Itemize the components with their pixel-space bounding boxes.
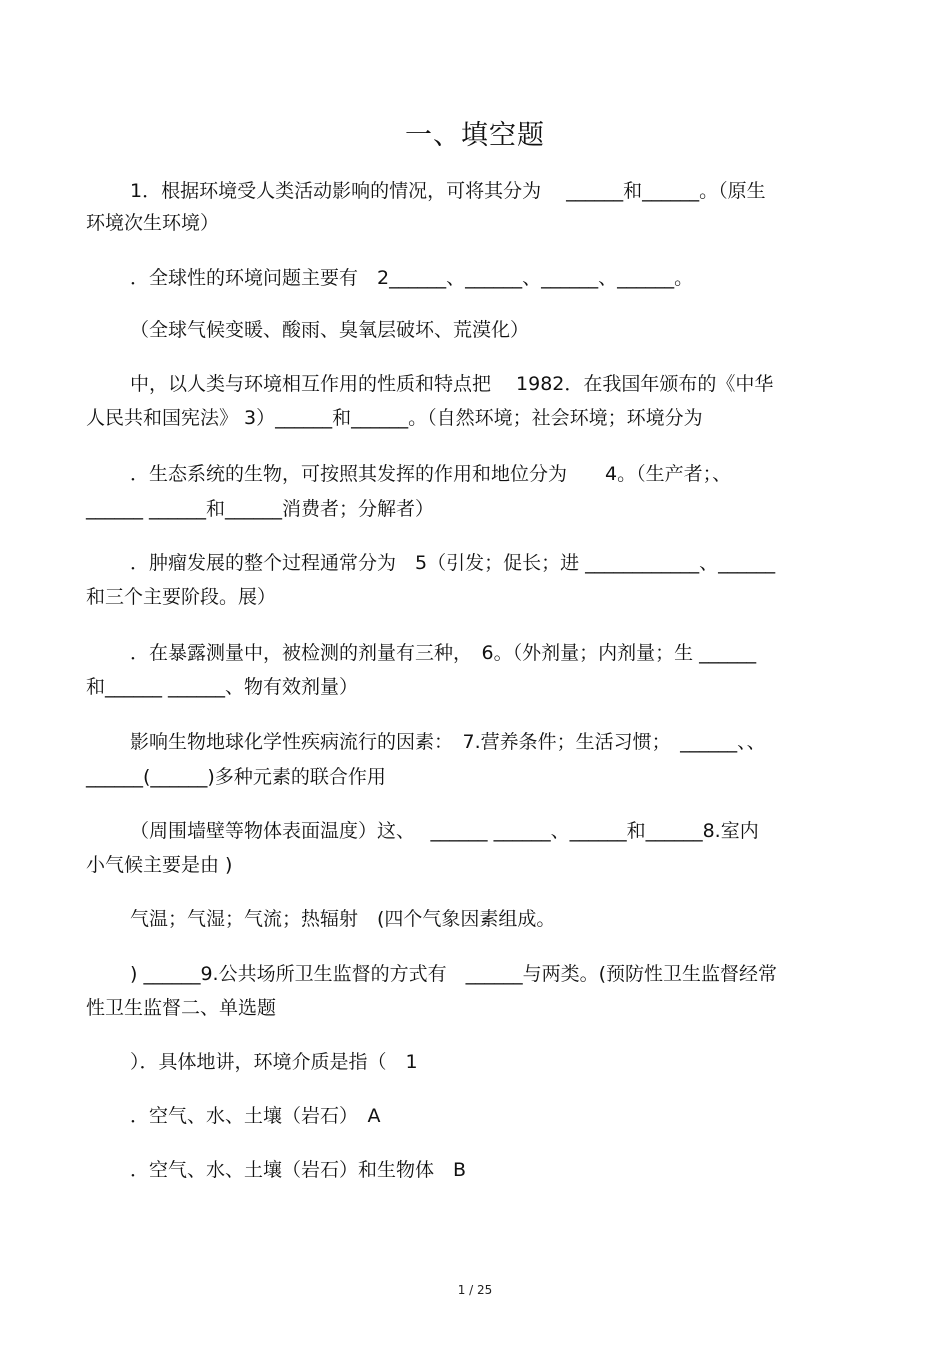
question-9-line-2: 性卫生监督二、单选题 — [86, 997, 277, 1019]
question-1-line-2: 环境次生环境） — [86, 212, 220, 234]
question-5-line-2: 和三个主要阶段。展） — [86, 586, 277, 608]
option-b: ．空气、水、土壤（岩石）和生物体 B — [130, 1159, 467, 1181]
question-9-line-1: ) ______9.公共场所卫生监督的方式有 ______与两类。(预防性卫生监督经常 — [130, 963, 777, 985]
question-4-line-2: ______ ______和______消费者；分解者） — [86, 498, 435, 520]
question-8-line-2: 小气候主要是由 ) — [86, 854, 233, 876]
question-2-line-1: ．全球性的环境问题主要有 2______、______、______、______。 — [130, 267, 694, 289]
single-choice-question-1: ）．具体地讲，环境介质是指（ 1 — [130, 1051, 418, 1073]
option-a: ．空气、水、土壤（岩石） A — [130, 1105, 381, 1127]
question-7-line-1: 影响生物地球化学性疾病流行的因素： 7.营养条件；生活习惯； ______、、 — [130, 731, 766, 753]
question-6-line-1: ．在暴露测量中，被检测的剂量有三种， 6。（外剂量；内剂量；生 ______ — [130, 642, 757, 664]
question-7-line-2: ______(______)多种元素的联合作用 — [86, 766, 386, 788]
question-2-answer: （全球气候变暖、酸雨、臭氧层破坏、荒漠化） — [130, 319, 530, 341]
question-5-line-1: ．肿瘤发展的整个过程通常分为 5（引发；促长；进 ____________、______ — [130, 552, 776, 574]
question-1-line-1: 1．根据环境受人类活动影响的情况，可将其分为 ______和______。（原生 — [130, 180, 766, 202]
question-3-line-2: 人民共和国宪法》 3）______和______。（自然环境；社会环境；环境分为 — [86, 407, 703, 429]
question-8-answer: 气温；气湿；气流；热辐射 (四个气象因素组成。 — [130, 908, 556, 930]
page-number: 1 / 25 — [457, 1283, 493, 1297]
question-8-line-1: （周围墙壁等物体表面温度）这、 ______ ______、______和______8.室内 — [130, 820, 759, 842]
question-6-line-2: 和______ ______、物有效剂量） — [86, 676, 359, 698]
section-title: 一、填空题 — [405, 120, 545, 151]
question-3-line-1: 中，以人类与环境相互作用的性质和特点把 1982．在我国年颁布的《中华 — [130, 373, 774, 395]
question-4-line-1: ．生态系统的生物，可按照其发挥的作用和地位分为 4。（生产者；、 — [130, 463, 732, 485]
